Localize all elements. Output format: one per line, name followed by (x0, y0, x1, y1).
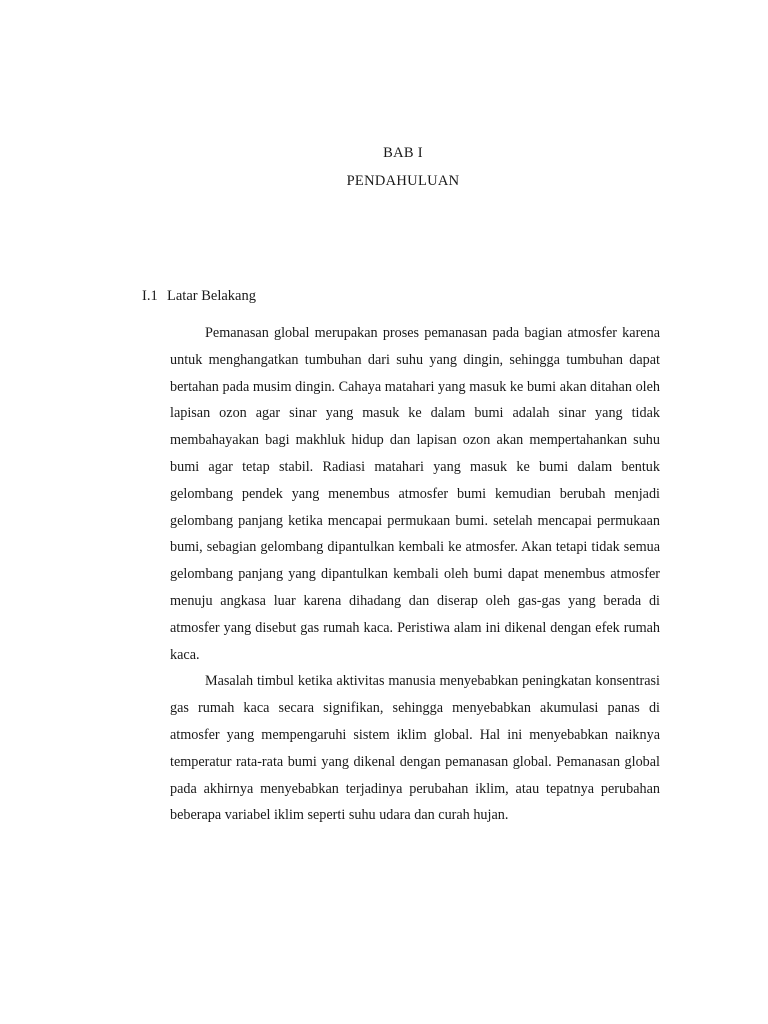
paragraph: Pemanasan global merupakan proses pemanasan pada bagian atmosfer karena untuk menghangatkan tumbuhan dari suhu yang dingin, sehingga tumbuhan dapat bertahan pada musim dingin. Cahaya matahari yang masuk ke bumi akan ditahan oleh lapisan ozon agar sinar yang masuk ke dalam bumi adalah sinar yang tidak membahayakan bagi makhluk hidup dan lapisan ozon akan mempertahankan suhu bumi agar tetap stabil. Radiasi matahari yang masuk ke bumi dalam bentuk gelombang pendek yang menembus atmosfer bumi kemudian berubah menjadi gelombang panjang ketika mencapai permukaan bumi. setelah mencapai permukaan bumi, sebagian gelombang dipantulkan kembali ke atmosfer. Akan tetapi tidak semua gelombang panjang yang dipantulkan kembali oleh bumi dapat menembus atmosfer menuju angkasa luar karena dihadang dan diserap oleh gas-gas yang berada di atmosfer yang disebut gas rumah kaca. Peristiwa alam ini dikenal dengan efek rumah kaca. (170, 325, 660, 663)
section-heading (142, 288, 256, 305)
body-text (170, 320, 660, 829)
paragraph: Masalah timbul ketika aktivitas manusia menyebabkan peningkatan konsentrasi gas rumah kaca secara signifikan, sehingga menyebabkan akumulasi panas di atmosfer yang mempengaruhi sistem iklim global. Hal ini menyebabkan naiknya temperatur rata-rata bumi yang dikenal dengan pemanasan global. Pemanasan global pada akhirnya menyebabkan terjadinya perubahan iklim, atau tepatnya perubahan beberapa variabel iklim seperti suhu udara dan curah hujan. (170, 673, 660, 824)
chapter-title: PENDAHULUAN (346, 173, 460, 189)
chapter-number: BAB I (383, 145, 423, 161)
section-number: I.1 (142, 288, 158, 304)
section-title: Latar Belakang (167, 288, 256, 304)
